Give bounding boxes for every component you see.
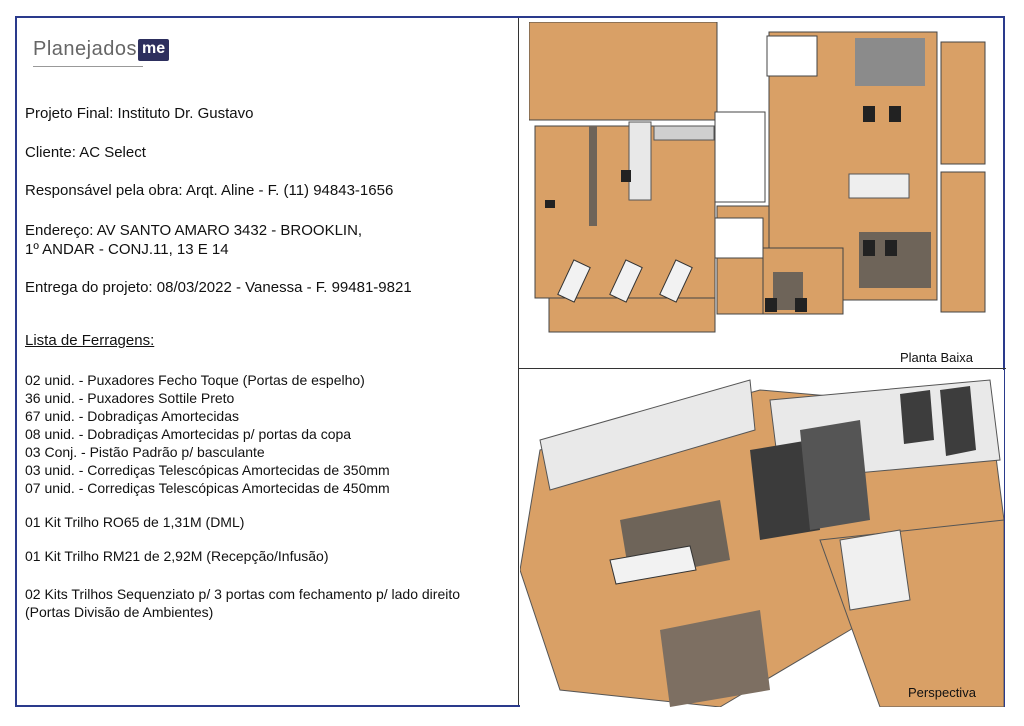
info-panel bbox=[17, 18, 517, 705]
address-line-2: 1º ANDAR - CONJ.11, 13 E 14 bbox=[25, 241, 229, 258]
hardware-list bbox=[25, 371, 390, 497]
logo-underline bbox=[33, 66, 143, 67]
list-item: 07 unid. - Corrediças Telescópicas Amortecidas de 450mm bbox=[25, 480, 390, 496]
project-title: Projeto Final: Instituto Dr. Gustavo bbox=[25, 105, 254, 122]
plan-caption: Planta Baixa bbox=[900, 350, 973, 365]
perspective-drawing bbox=[520, 370, 1004, 707]
list-item: 36 unid. - Puxadores Sottile Preto bbox=[25, 390, 235, 406]
list-item: 03 unid. - Corrediças Telescópicas Amortecidas de 350mm bbox=[25, 462, 390, 478]
list-item: 02 unid. - Puxadores Fecho Toque (Portas de espelho) bbox=[25, 372, 365, 388]
logo bbox=[33, 38, 169, 61]
client-line: Cliente: AC Select bbox=[25, 144, 146, 161]
logo-text: Planejados bbox=[33, 38, 137, 60]
kit-line-3: 02 Kits Trilhos Sequenziato p/ 3 portas com fechamento p/ lado direito (Portas Divisão de Ambientes) bbox=[25, 586, 461, 620]
delivery-line: Entrega do projeto: 08/03/2022 - Vanessa - F. 99481-9821 bbox=[25, 279, 412, 296]
logo-badge: me bbox=[138, 39, 169, 61]
floor-plan-drawing bbox=[529, 22, 989, 340]
horizontal-divider bbox=[518, 368, 1006, 369]
vertical-divider bbox=[518, 18, 519, 705]
list-item: 67 unid. - Dobradiças Amortecidas bbox=[25, 408, 239, 424]
hardware-list-title: Lista de Ferragens: bbox=[25, 332, 155, 349]
responsible-line: Responsável pela obra: Arqt. Aline - F. (11) 94843-1656 bbox=[25, 182, 394, 199]
kit-line-1: 01 Kit Trilho RO65 de 1,31M (DML) bbox=[25, 514, 245, 530]
perspective-caption: Perspectiva bbox=[908, 685, 976, 700]
list-item: 03 Conj. - Pistão Padrão p/ basculante bbox=[25, 444, 265, 460]
list-item: 08 unid. - Dobradiças Amortecidas p/ portas da copa bbox=[25, 426, 352, 442]
kit-line-2: 01 Kit Trilho RM21 de 2,92M (Recepção/Infusão) bbox=[25, 548, 329, 564]
address-line-1: Endereço: AV SANTO AMARO 3432 - BROOKLIN, bbox=[25, 222, 363, 239]
drawing-sheet bbox=[15, 16, 1005, 707]
